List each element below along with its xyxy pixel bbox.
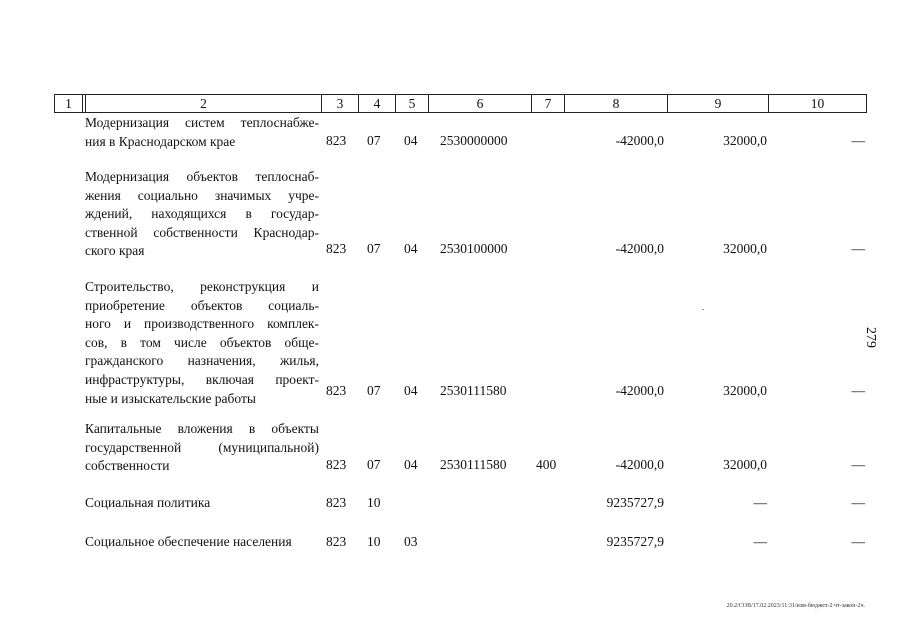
cell-col9: 32000,0 xyxy=(723,457,767,472)
row-name-line: Модернизация объектов теплоснаб- xyxy=(85,169,319,184)
cell-col4: 07 xyxy=(367,241,381,256)
cell-col6: 2530111580 xyxy=(440,457,507,472)
cell-col8: -42000,0 xyxy=(615,133,664,148)
row-name-line: жения социально значимых учре- xyxy=(85,187,319,203)
cell-col3: 823 xyxy=(326,495,347,510)
cell-col4: 07 xyxy=(367,383,381,398)
cell-col10: — xyxy=(851,383,865,398)
header-col-1: 1 xyxy=(65,96,72,111)
table-header-row xyxy=(54,94,867,113)
row-name-line: ного и производственного комплек- xyxy=(85,316,319,332)
cell-col7: 400 xyxy=(536,457,557,472)
cell-col5: 03 xyxy=(404,534,418,549)
row-name-line: ния в Краснодарском крае xyxy=(85,133,236,149)
cell-col10: — xyxy=(851,133,865,148)
row-name-line: ственной собственности Краснодар- xyxy=(85,224,319,240)
header-col-10: 10 xyxy=(768,95,866,112)
row-name-line: инфраструктуры, включая проект- xyxy=(85,371,319,387)
row-name xyxy=(85,494,319,513)
cell-col9: 32000,0 xyxy=(723,133,767,148)
row-name-line: Строительство, реконструкция и xyxy=(85,279,319,294)
header-col-5: 5 xyxy=(395,95,428,112)
row-name-line: ные и изыскательские работы xyxy=(85,390,256,406)
row-name-line: Модернизация систем теплоснабже- xyxy=(85,115,319,130)
row-name-line: гражданского назначения, жилья, xyxy=(85,353,319,369)
cell-col8: -42000,0 xyxy=(615,241,664,256)
cell-col10: — xyxy=(851,241,865,256)
cell-col4: 07 xyxy=(367,133,381,148)
cell-col4: 07 xyxy=(367,457,381,472)
row-name-line: государственной (муниципальной) xyxy=(85,439,319,455)
row-name-line: ждений, находящихся в государ- xyxy=(85,206,319,222)
scan-speck xyxy=(702,309,704,310)
cell-col3: 823 xyxy=(326,133,347,148)
cell-col4: 10 xyxy=(367,534,381,549)
row-name-line: собственности xyxy=(85,458,170,474)
page-number: 279 xyxy=(863,327,878,348)
header-col-7: 7 xyxy=(531,95,564,112)
cell-col6: 2530000000 xyxy=(440,133,508,148)
cell-col9: 32000,0 xyxy=(723,383,767,398)
cell-col8: 9235727,9 xyxy=(606,495,664,510)
cell-col6: 2530111580 xyxy=(440,383,507,398)
row-name xyxy=(85,278,319,408)
row-name-line: Социальное обеспечение населения xyxy=(85,534,292,549)
row-name xyxy=(85,533,319,552)
cell-col5: 04 xyxy=(404,133,418,148)
header-col-2: 2 xyxy=(85,95,321,112)
cell-col9: 32000,0 xyxy=(723,241,767,256)
row-name-line: Капитальные вложения в объекты xyxy=(85,421,319,436)
cell-col10: — xyxy=(851,534,865,549)
header-col-8: 8 xyxy=(564,95,667,112)
cell-col4: 10 xyxy=(367,495,381,510)
cell-col8: 9235727,9 xyxy=(606,534,664,549)
cell-col8: -42000,0 xyxy=(615,457,664,472)
cell-col3: 823 xyxy=(326,457,347,472)
cell-col9: — xyxy=(753,495,767,510)
row-name xyxy=(85,168,319,261)
cell-col8: -42000,0 xyxy=(615,383,664,398)
cell-col6: 2530100000 xyxy=(440,241,508,256)
cell-col10: — xyxy=(851,495,865,510)
header-col-4: 4 xyxy=(358,95,395,112)
cell-col3: 823 xyxy=(326,534,347,549)
cell-col5: 04 xyxy=(404,241,418,256)
cell-col5: 04 xyxy=(404,383,418,398)
row-name-line: приобретение объектов социаль- xyxy=(85,297,319,313)
row-name xyxy=(85,420,319,476)
header-col-3: 3 xyxy=(321,95,358,112)
cell-col5: 04 xyxy=(404,457,418,472)
cell-col3: 823 xyxy=(326,383,347,398)
cell-col9: — xyxy=(753,534,767,549)
header-col-6: 6 xyxy=(428,95,531,112)
row-name-line: Социальная политика xyxy=(85,495,211,510)
cell-col3: 823 xyxy=(326,241,347,256)
header-col-9: 9 xyxy=(667,95,768,112)
row-name-line: ского края xyxy=(85,243,145,259)
row-name-line: сов, в том числе объектов обще- xyxy=(85,334,319,350)
cell-col10: — xyxy=(851,457,865,472)
row-name xyxy=(85,114,319,151)
footer-stamp: 20.2/СОВ/17.02.2023/11:31/изм-бюджет-2 чт-закон-2ч. xyxy=(726,603,865,609)
